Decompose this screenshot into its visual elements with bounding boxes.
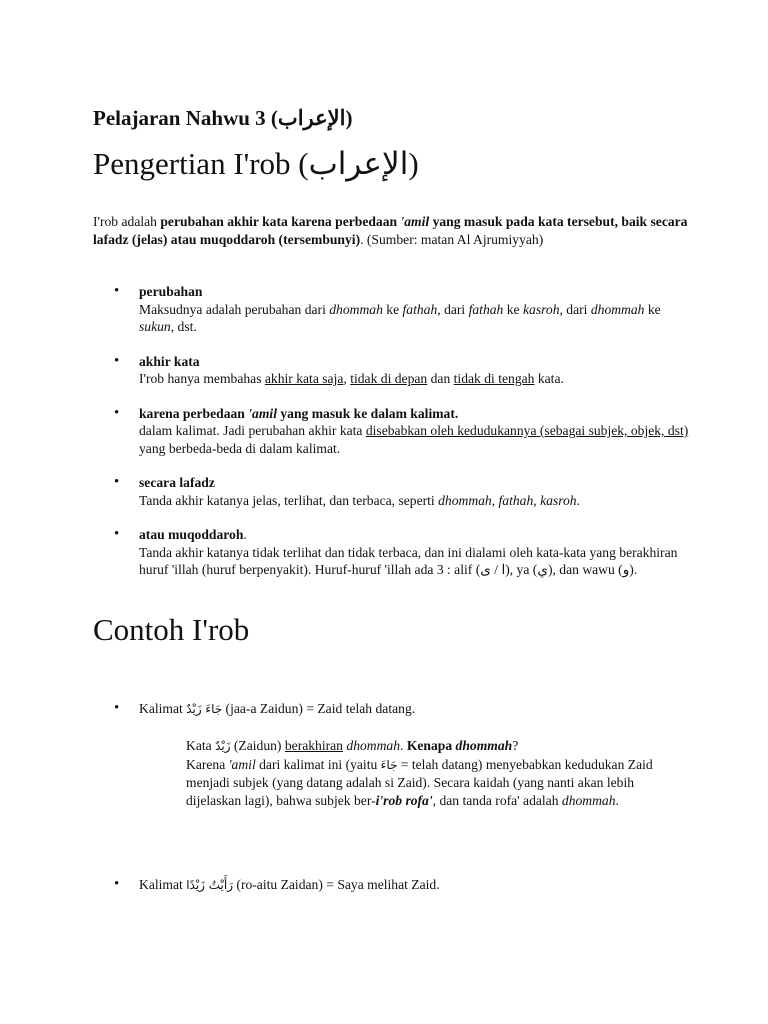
list-item-secara-lafadz — [93, 474, 693, 509]
arabic-text: زَيْدٌ — [215, 739, 231, 753]
explain-italic: 'amil — [228, 756, 256, 772]
item-italic: fathah — [402, 301, 438, 317]
item-text: dan — [427, 371, 454, 386]
item-text: yang berbeda-beda di dalam kalimat. — [139, 440, 341, 456]
explain-text: dari kalimat ini (yaitu — [255, 756, 381, 772]
item-text: , — [533, 492, 541, 508]
item-text: , — [491, 492, 499, 508]
explain-text: Karena — [186, 756, 229, 772]
item-text: Tanda akhir katanya tidak terlihat dan tidak terbaca, dan ini dialami oleh kata-kata yang berakhiran huruf 'illah (huruf berpenyakit). Huruf-huruf 'illah ada 3 : alif (ا / ى), ya (ي), dan wawu (و). — [139, 544, 678, 577]
explain-text: , dan tanda rofa' adalah — [432, 792, 562, 808]
term-end: . — [243, 527, 247, 542]
item-text: I'rob hanya membahas — [139, 371, 265, 386]
item-text: Maksudnya adalah perubahan dari — [139, 301, 330, 317]
item-italic: kasroh — [523, 301, 560, 317]
example-sentence-1 — [93, 700, 699, 719]
explain-text: . — [615, 792, 619, 808]
list-item-karena-perbedaan — [93, 405, 693, 458]
example-text: (jaa-a Zaidun) = Zaid telah datang. — [222, 701, 416, 716]
item-text: dalam kalimat. Jadi perubahan akhir kata — [139, 423, 366, 438]
item-italic: dhommah — [590, 301, 645, 317]
definition-bold-rest: yang masuk pada kata tersebut, baik secara lafadz (jelas) atau muqoddaroh (tersembunyi) — [93, 214, 688, 247]
explain-underline: berakhiran — [284, 738, 343, 753]
item-italic: fathah — [468, 301, 504, 317]
item-text: ke — [382, 301, 403, 317]
item-underline: akhir kata saja — [264, 371, 344, 386]
item-text: . — [576, 492, 580, 508]
explain-text: (Zaidun) — [230, 738, 285, 753]
item-text: ke — [644, 301, 661, 317]
item-text: , — [343, 371, 351, 386]
explain-text: . — [400, 738, 407, 753]
example-text: (ro-aitu Zaidan) = Saya melihat Zaid. — [233, 877, 440, 892]
item-italic: fathah — [498, 492, 534, 508]
explain-italic: dhommah — [561, 792, 616, 808]
item-underline: disebabkan oleh kedudukannya (sebagai subjek, objek, dst) — [365, 423, 689, 438]
item-text: , dari — [437, 301, 469, 317]
list-item-akhir-kata — [93, 353, 693, 388]
item-italic: sukun — [139, 319, 171, 334]
definition-breakdown-list — [93, 283, 693, 596]
explain-text: ? — [512, 738, 519, 753]
term-label: • perubahan — [139, 284, 203, 299]
lesson-subtitle: Pelajaran Nahwu 3 (الإعراب) — [93, 106, 353, 130]
page-title: Pengertian I'rob (الإعراب) — [93, 146, 419, 181]
example-text: Kalimat — [139, 877, 187, 892]
term-part: karena perbedaan — [139, 405, 249, 421]
definition-text: I'rob adalah — [93, 214, 161, 229]
explain-text: = telah datang) menyebabkan kedudukan Zaid menjadi subjek (yang datang adalah si Zaid). Secara kaidah (yang nanti akan lebih dijelaskan lagi), bahwa subjek ber- — [186, 756, 653, 808]
arabic-text: رَأَيْتُ زَيْدًا — [186, 878, 234, 892]
item-text: Tanda akhir katanya jelas, terlihat, dan terbaca, seperti — [139, 492, 439, 508]
explain-text: Kata — [186, 738, 216, 753]
term-label: • akhir kata — [139, 353, 200, 369]
example-sentence-2 — [93, 876, 699, 895]
term-label — [139, 526, 693, 544]
explain-bold: Kenapa — [406, 738, 456, 753]
list-item-perubahan — [93, 283, 693, 336]
definition-paragraph — [93, 213, 693, 248]
definition-source: . (Sumber: matan Al Ajrumiyyah) — [360, 231, 544, 247]
item-text: kata. — [534, 371, 564, 386]
item-italic: dhommah — [438, 492, 492, 508]
term-label — [139, 405, 693, 423]
arabic-text: جَاءَ زَيْدٌ — [186, 702, 223, 716]
item-underline: tidak di depan — [350, 371, 428, 386]
item-italic: kasroh — [540, 492, 577, 508]
examples-heading: Contoh I'rob — [93, 612, 250, 647]
item-text: , dari — [559, 301, 591, 317]
example-explanation — [186, 737, 686, 809]
term-bold: atau muqoddaroh — [139, 527, 244, 542]
item-text: , dst. — [170, 319, 197, 334]
definition-amil: 'amil — [400, 214, 430, 229]
item-italic: dhommah — [329, 301, 383, 317]
definition-bold: perubahan akhir kata karena perbedaan — [160, 214, 401, 229]
item-underline: tidak di tengah — [453, 371, 535, 386]
term-amil: 'amil — [248, 405, 277, 421]
explain-italic: dhommah — [346, 738, 401, 753]
item-text: ke — [503, 301, 523, 317]
arabic-text: جَاءَ — [380, 757, 398, 772]
explain-bold-italic: dhommah — [455, 738, 513, 753]
explain-bold-italic: i'rob rofa' — [375, 792, 433, 808]
term-label: • secara lafadz — [139, 475, 215, 490]
list-item-muqoddaroh — [93, 526, 693, 579]
term-part: yang masuk ke dalam kalimat. — [276, 405, 459, 421]
example-text: Kalimat — [139, 701, 187, 716]
